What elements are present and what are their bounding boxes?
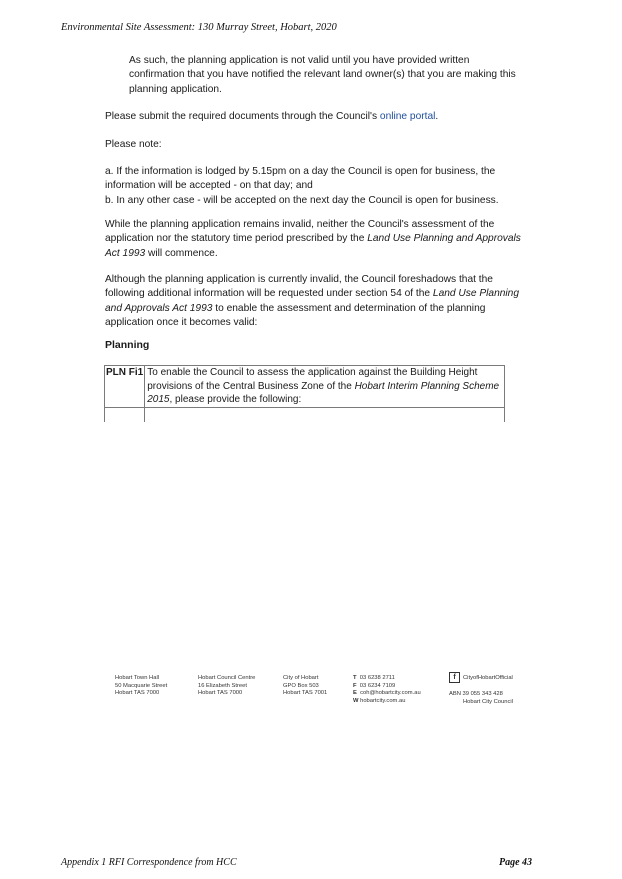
footer-line: Hobart TAS 7001 xyxy=(283,690,328,697)
social-handle[interactable]: CityofHobartOfficial xyxy=(463,675,513,682)
table-row xyxy=(105,366,505,408)
requirement-text-end: , please provide the following: xyxy=(169,394,302,405)
label: F xyxy=(353,682,357,689)
label: E xyxy=(353,690,357,697)
invalid-text: While the planning application remains invalid, neither the Council's assessment of the application nor the statutory time period prescribed by the xyxy=(105,219,495,245)
facebook-icon[interactable]: f xyxy=(449,672,460,683)
please-note: Please note: xyxy=(105,139,162,150)
requirement-code: PLN Fi1 xyxy=(105,366,145,408)
note-a: a. If the information is lodged by 5.15pm on a day the Council is open for business, the information will be accepted - on that day; and xyxy=(105,166,496,192)
footer-line: Hobart Council Centre xyxy=(198,675,256,681)
footer-line: Hobart Town Hall xyxy=(115,675,160,681)
owner-notification-paragraph: As such, the planning application is not valid until you have provided written confirmation that you have notified the relevant land owner(s) that you are making this planning application. xyxy=(129,55,516,95)
footer-line: 50 Macquarie Street xyxy=(115,682,168,689)
requirement-text-start: To enable the Council to assess the application against the Building Height provisions of the Central Business Zone of the xyxy=(147,367,478,392)
label: T xyxy=(353,675,357,681)
footer-phone xyxy=(353,675,421,683)
value: 03 6238 2711 xyxy=(359,675,395,681)
submit-paragraph xyxy=(105,110,525,124)
empty-cell xyxy=(105,407,145,422)
act-reference: Land Use Planning and Approvals Act 1993 xyxy=(105,288,519,314)
appendix-label: Appendix 1 RFI Correspondence from HCC xyxy=(61,857,237,868)
footer-line: Hobart TAS 7000 xyxy=(198,690,243,697)
abn-text: ABN 39 055 343 428 xyxy=(449,691,503,697)
value: 03 6234 7109 xyxy=(359,682,396,689)
footer-social xyxy=(449,672,513,683)
page-number: Page 43 xyxy=(499,857,533,868)
page-header: Environmental Site Assessment: 130 Murray Street, Hobart, 2020 xyxy=(61,22,337,33)
submit-suffix: . xyxy=(435,111,439,122)
foreshadow-text-end: to enable the assessment and determination of the planning application once it becomes valid: xyxy=(105,302,486,328)
footer-line: GPO Box 503 xyxy=(283,682,319,689)
footer-email xyxy=(353,690,421,698)
table-row xyxy=(105,407,505,422)
submit-text: Please submit the required documents through the Council's xyxy=(105,111,380,122)
requirements-table xyxy=(104,365,505,422)
footer-web xyxy=(353,698,421,706)
requirement-text xyxy=(145,366,505,408)
value[interactable]: coh@hobartcity.com.au xyxy=(360,690,421,697)
footer-line: City of Hobart xyxy=(283,675,319,681)
notes-list xyxy=(105,165,525,208)
value[interactable]: hobartcity.com.au xyxy=(360,697,406,704)
footer-contact xyxy=(353,675,421,705)
scheme-reference: Hobart Interim Planning Scheme 2015 xyxy=(147,380,500,405)
foreshadow-text: Although the planning application is currently invalid, the Council foreshadows that the following additional information will be requested under section 54 of the xyxy=(105,274,493,300)
footer-line: 16 Elizabeth Street xyxy=(198,682,247,689)
invalid-text-end: will commence. xyxy=(145,247,218,259)
foreshadow-paragraph xyxy=(105,273,525,330)
note-b: b. In any other case - will be accepted on the next day the Council is open for business. xyxy=(105,194,499,206)
footer-line: Hobart TAS 7000 xyxy=(115,690,160,697)
footer-postal xyxy=(283,675,327,698)
empty-cell xyxy=(145,407,505,422)
label: W xyxy=(353,697,359,704)
invalid-paragraph xyxy=(105,218,525,261)
footer-abn xyxy=(449,691,513,706)
online-portal-link[interactable]: online portal xyxy=(379,111,436,122)
footer-council-centre xyxy=(198,675,255,698)
footer-fax xyxy=(353,683,421,691)
act-reference: Land Use Planning and Approvals Act 1993 xyxy=(105,233,521,259)
council-name: Hobart City Council xyxy=(463,698,513,705)
footer-town-hall xyxy=(115,675,167,698)
planning-heading: Planning xyxy=(105,339,150,351)
